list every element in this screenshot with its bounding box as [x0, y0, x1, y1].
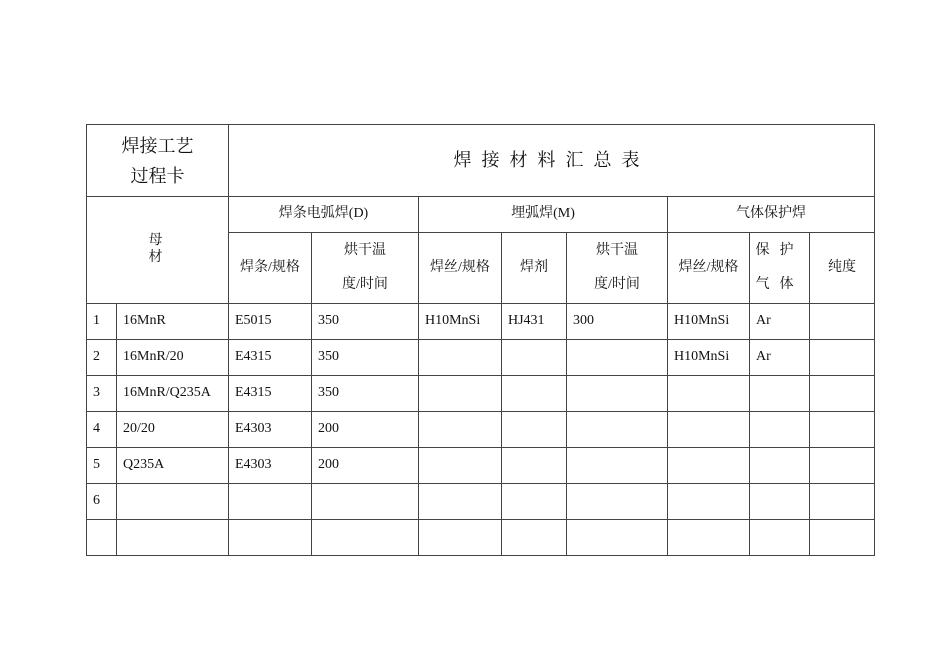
saw-wire-cell	[419, 448, 502, 484]
smaw-dry-cell: 350	[312, 304, 419, 340]
parent-material-cell	[117, 484, 229, 520]
smaw-rod-cell: E4315	[229, 340, 312, 376]
saw-wire-cell	[419, 376, 502, 412]
table-row	[87, 520, 875, 556]
saw-flux-cell	[502, 448, 567, 484]
saw-dry-cell	[567, 412, 668, 448]
saw-wire-cell	[419, 484, 502, 520]
saw-dry-cell	[567, 520, 668, 556]
table-row	[87, 304, 875, 340]
gas-wire-cell	[668, 376, 750, 412]
parent-material-header: 母材	[87, 197, 229, 304]
smaw-dry-cell: 350	[312, 376, 419, 412]
table-row	[87, 484, 875, 520]
smaw-dry-cell: 350	[312, 340, 419, 376]
gas-wire-cell	[668, 484, 750, 520]
gas-purity-cell	[810, 376, 875, 412]
gas-wire-cell: H10MnSi	[668, 304, 750, 340]
smaw-dry-cell: 200	[312, 412, 419, 448]
table-row	[87, 340, 875, 376]
saw-flux-cell	[502, 412, 567, 448]
shield-gas-header-line2: 气体	[755, 277, 804, 292]
row-number-cell: 2	[87, 340, 117, 376]
process-card-title	[87, 125, 229, 197]
smaw-rod-cell	[229, 520, 312, 556]
parent-material-cell: 16MnR	[117, 304, 229, 340]
table-title: 焊接材料汇总表	[229, 125, 875, 197]
gas-purity-cell	[810, 484, 875, 520]
row-number-cell: 3	[87, 376, 117, 412]
shield-gas-cell	[750, 520, 810, 556]
saw-flux-cell: HJ431	[502, 304, 567, 340]
shield-gas-cell	[750, 376, 810, 412]
gas-purity-cell	[810, 304, 875, 340]
saw-dry-cell	[567, 340, 668, 376]
smaw-group-header: 焊条电弧焊(D)	[229, 197, 419, 233]
process-card-title-line1: 焊接工艺	[121, 135, 194, 156]
gas-purity-cell	[810, 412, 875, 448]
saw-flux-cell	[502, 340, 567, 376]
row-number-cell	[87, 520, 117, 556]
saw-flux-cell	[502, 376, 567, 412]
parent-material-cell: 16MnR/20	[117, 340, 229, 376]
parent-material-cell: Q235A	[117, 448, 229, 484]
smaw-rod-cell: E4303	[229, 412, 312, 448]
saw-group-header: 埋弧焊(M)	[419, 197, 668, 233]
gas-wire-cell	[668, 448, 750, 484]
shield-gas-cell: Ar	[750, 304, 810, 340]
row-number-cell: 1	[87, 304, 117, 340]
saw-dry-header-line1: 烘干温	[596, 243, 638, 258]
row-number-cell: 4	[87, 412, 117, 448]
gas-wire-cell	[668, 520, 750, 556]
saw-dry-cell	[567, 484, 668, 520]
table-row	[87, 376, 875, 412]
smaw-dry-header-line1: 烘干温	[344, 243, 386, 258]
gas-wire-header: 焊丝/规格	[668, 233, 750, 304]
gmaw-group-header: 气体保护焊	[668, 197, 875, 233]
gas-purity-cell	[810, 520, 875, 556]
saw-wire-cell	[419, 520, 502, 556]
smaw-rod-cell: E5015	[229, 304, 312, 340]
table-row	[87, 448, 875, 484]
gas-wire-cell	[668, 412, 750, 448]
gas-purity-cell	[810, 448, 875, 484]
smaw-dry-cell: 200	[312, 448, 419, 484]
gas-wire-cell: H10MnSi	[668, 340, 750, 376]
process-card-title-line2: 过程卡	[130, 165, 185, 186]
welding-materials-summary-table	[86, 124, 875, 556]
smaw-dry-header-line2: 度/时间	[342, 277, 388, 292]
shield-gas-header-line1: 保护	[755, 243, 804, 258]
saw-flux-cell	[502, 520, 567, 556]
shield-gas-cell: Ar	[750, 340, 810, 376]
table-row	[87, 412, 875, 448]
row-number-cell: 5	[87, 448, 117, 484]
saw-dry-cell	[567, 448, 668, 484]
saw-dry-cell	[567, 376, 668, 412]
saw-flux-cell	[502, 484, 567, 520]
saw-wire-header: 焊丝/规格	[419, 233, 502, 304]
smaw-rod-cell: E4315	[229, 376, 312, 412]
saw-dry-header	[567, 233, 668, 304]
smaw-dry-cell	[312, 520, 419, 556]
saw-flux-header: 焊剂	[502, 233, 567, 304]
parent-material-cell: 20/20	[117, 412, 229, 448]
smaw-rod-cell	[229, 484, 312, 520]
saw-wire-cell: H10MnSi	[419, 304, 502, 340]
shield-gas-header	[750, 233, 810, 304]
saw-wire-cell	[419, 412, 502, 448]
saw-wire-cell	[419, 340, 502, 376]
gas-purity-header: 纯度	[810, 233, 875, 304]
smaw-dry-cell	[312, 484, 419, 520]
gas-purity-cell	[810, 340, 875, 376]
shield-gas-cell	[750, 412, 810, 448]
smaw-rod-cell: E4303	[229, 448, 312, 484]
smaw-dry-header	[312, 233, 419, 304]
shield-gas-cell	[750, 448, 810, 484]
smaw-rod-header: 焊条/规格	[229, 233, 312, 304]
row-number-cell: 6	[87, 484, 117, 520]
saw-dry-cell: 300	[567, 304, 668, 340]
parent-material-cell	[117, 520, 229, 556]
parent-material-cell: 16MnR/Q235A	[117, 376, 229, 412]
shield-gas-cell	[750, 484, 810, 520]
saw-dry-header-line2: 度/时间	[594, 277, 640, 292]
